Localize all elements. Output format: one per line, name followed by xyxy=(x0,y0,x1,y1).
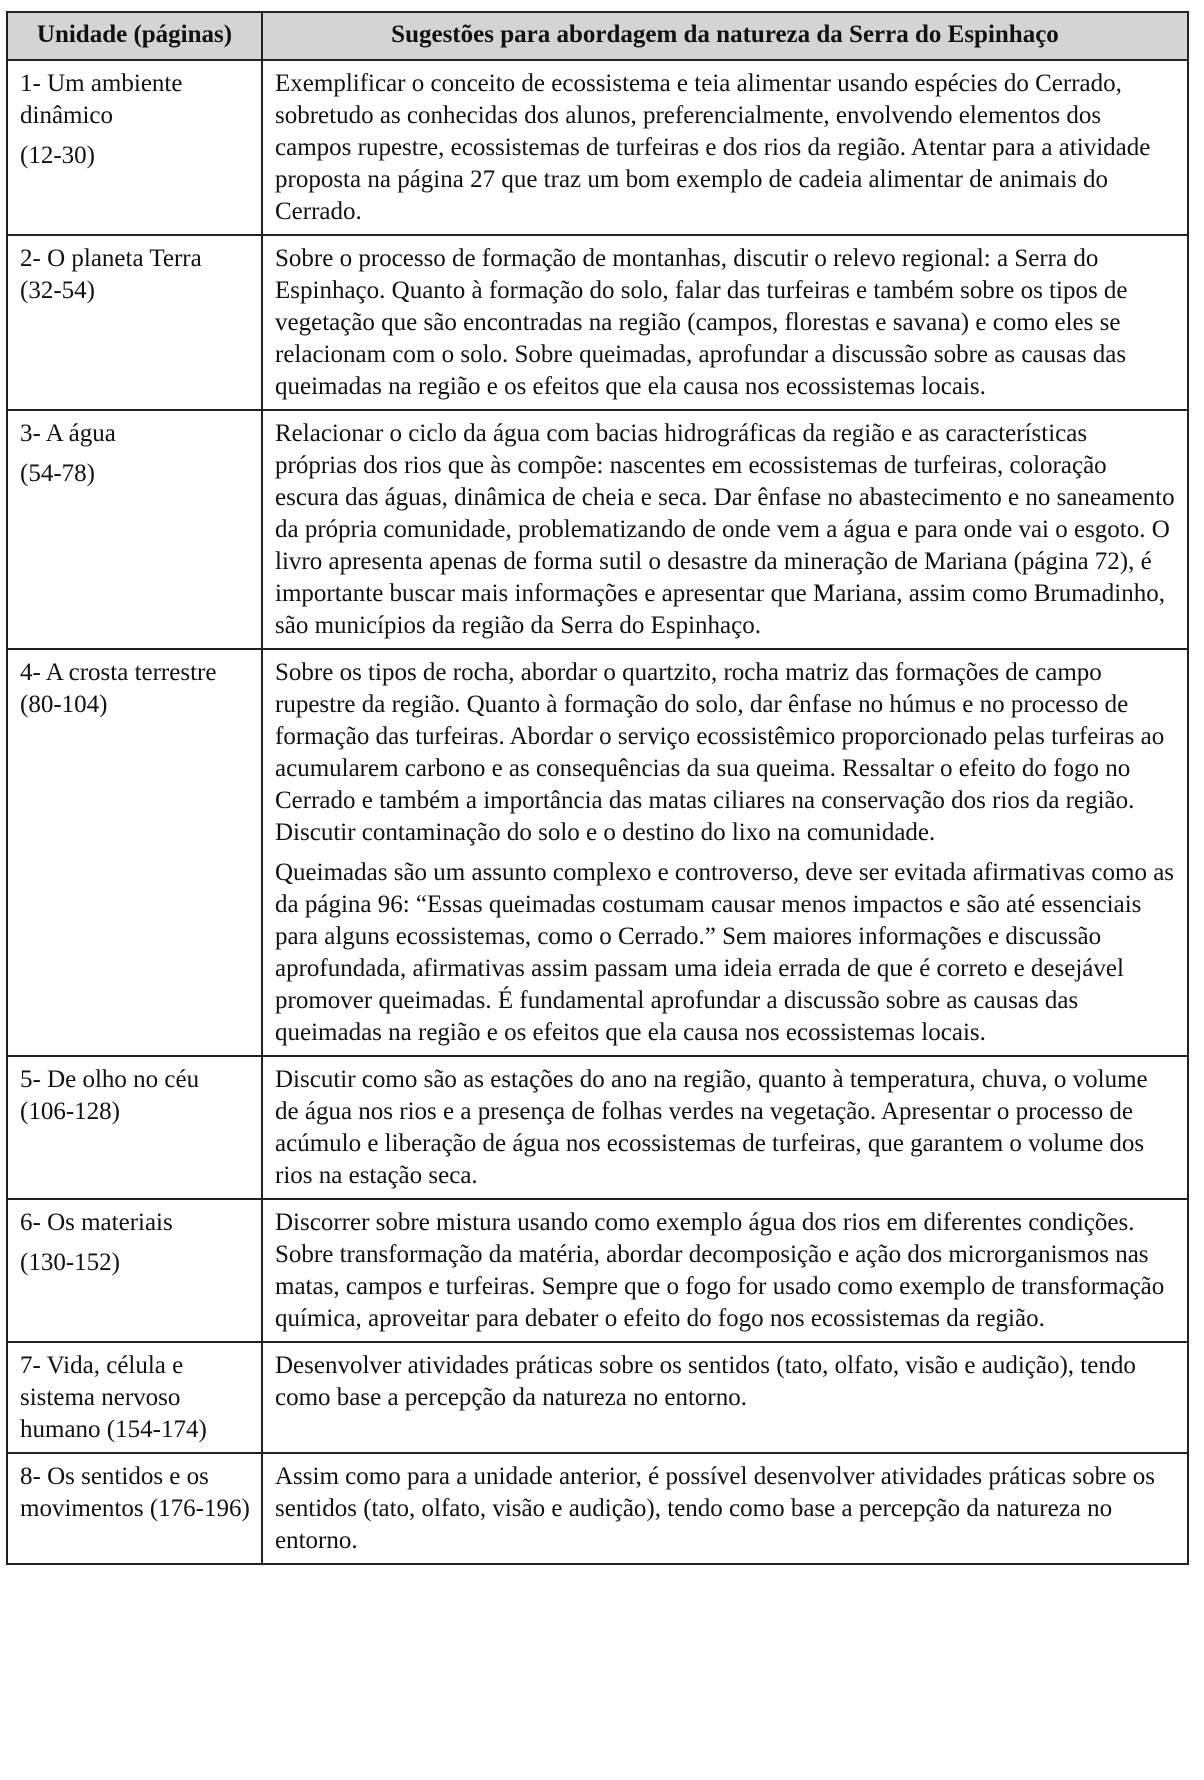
unit-cell xyxy=(7,1342,262,1453)
header-row xyxy=(7,12,1188,60)
unit-title: 3- A água xyxy=(20,420,116,447)
suggestion-cell xyxy=(262,1056,1188,1199)
suggestion-cell xyxy=(262,60,1188,235)
table-row xyxy=(7,1199,1188,1342)
table-row xyxy=(7,1453,1188,1564)
table-row xyxy=(7,410,1188,649)
unit-cell xyxy=(7,1056,262,1199)
suggestion-text: Exemplificar o conceito de ecossistema e teia alimentar usando espécies do Cerrado, sobretudo as conhecidas dos alunos, preferencialmente, envolvendo elementos dos campos rupestre, ecossistemas de turfeiras e dos rios da região. Atentar para a atividade proposta na página 27 que traz um bom exemplo de cadeia alimentar de animais do Cerrado. xyxy=(275,70,1151,225)
suggestion-cell xyxy=(262,1453,1188,1564)
unit-cell xyxy=(7,235,262,410)
unit-title: 5- De olho no céu xyxy=(20,1066,200,1093)
table-row xyxy=(7,1342,1188,1453)
header-unit: Unidade (páginas) xyxy=(7,12,262,60)
suggestion-text: Queimadas são um assunto complexo e controverso, deve ser evitada afirmativas como as da página 96: “Essas queimadas costumam causar menos impactos e são até essenciais para alguns ecossistemas, como o Cerrado.” Sem maiores informações e discussão aprofundada, afirmativas assim passam uma ideia errada de que é correto e desejável promover queimadas. É fundamental aprofundar a discussão sobre as causas das queimadas na região e os efeitos que ela causa nos ecossistemas locais. xyxy=(275,859,1175,1046)
table-row xyxy=(7,649,1188,1056)
unit-pages: (130-152) xyxy=(20,1249,120,1276)
suggestion-text: Desenvolver atividades práticas sobre os sentidos (tato, olfato, visão e audição), tendo como base a percepção da natureza no entorno. xyxy=(275,1352,1136,1411)
suggestion-text: Sobre o processo de formação de montanhas, discutir o relevo regional: a Serra do Espinhaço. Quanto à formação do solo, falar das turfeiras e também sobre os tipos de vegetação que são encontradas na região (campos, florestas e savana) e como eles se relacionam com o solo. Sobre queimadas, aprofundar a discussão sobre as causas das queimadas na região e os efeitos que ela causa nos ecossistemas locais. xyxy=(275,245,1128,400)
unit-title: 6- Os materiais xyxy=(20,1209,173,1236)
suggestion-cell xyxy=(262,1342,1188,1453)
units-table xyxy=(6,11,1189,1565)
unit-pages: (32-54) xyxy=(20,277,95,304)
unit-cell xyxy=(7,1199,262,1342)
table-row xyxy=(7,1056,1188,1199)
unit-pages: (54-78) xyxy=(20,460,95,487)
unit-cell xyxy=(7,1453,262,1564)
unit-title: 2- O planeta Terra xyxy=(20,245,202,272)
unit-cell xyxy=(7,60,262,235)
unit-title: 7- Vida, célula e sistema nervoso humano (154-174) xyxy=(20,1352,207,1443)
suggestion-cell xyxy=(262,410,1188,649)
header-suggestions: Sugestões para abordagem da natureza da Serra do Espinhaço xyxy=(262,12,1188,60)
document-page xyxy=(6,11,1187,1565)
suggestion-cell xyxy=(262,235,1188,410)
table-row xyxy=(7,235,1188,410)
suggestion-cell xyxy=(262,1199,1188,1342)
suggestion-text: Sobre os tipos de rocha, abordar o quartzito, rocha matriz das formações de campo rupestre da região. Quanto à formação do solo, dar ênfase no húmus e no processo de formação das turfeiras. Abordar o serviço ecossistêmico proporcionado pelas turfeiras ao acumularem carbono e as consequências da sua queima. Ressaltar o efeito do fogo no Cerrado e também a importância das matas ciliares na conservação dos rios da região. Discutir contaminação do solo e o destino do lixo na comunidade. xyxy=(275,659,1165,846)
unit-cell xyxy=(7,649,262,1056)
suggestion-text: Discorrer sobre mistura usando como exemplo água dos rios em diferentes condições. Sobre transformação da matéria, abordar decomposição e ação dos microrganismos nas matas, campos e turfeiras. Sempre que o fogo for usado como exemplo de transformação química, aproveitar para debater o efeito do fogo nos ecossistemas da região. xyxy=(275,1209,1165,1332)
suggestion-text: Assim como para a unidade anterior, é possível desenvolver atividades práticas sobre os sentidos (tato, olfato, visão e audição), tendo como base a percepção da natureza no entorno. xyxy=(275,1463,1155,1554)
unit-title: 8- Os sentidos e os movimentos (176-196) xyxy=(20,1463,250,1522)
table-row xyxy=(7,60,1188,235)
unit-cell xyxy=(7,410,262,649)
unit-pages: (80-104) xyxy=(20,691,108,718)
suggestion-text: Relacionar o ciclo da água com bacias hidrográficas da região e as características próprias dos rios que às compõe: nascentes em ecossistemas de turfeiras, coloração escura das águas, dinâmica de cheia e seca. Dar ênfase no abastecimento e no saneamento da própria comunidade, problematizando de onde vem a água e para onde vai o esgoto. O livro apresenta apenas de forma sutil o desastre da mineração de Mariana (página 72), é importante buscar mais informações e apresentar que Mariana, assim como Brumadinho, são municípios da região da Serra do Espinhaço. xyxy=(275,420,1175,639)
unit-title: 1- Um ambiente dinâmico xyxy=(20,70,183,129)
suggestion-text: Discutir como são as estações do ano na região, quanto à temperatura, chuva, o volume de água nos rios e a presença de folhas verdes na vegetação. Apresentar o processo de acúmulo e liberação de água nos ecossistemas de turfeiras, que garantem o volume dos rios na estação seca. xyxy=(275,1066,1148,1189)
suggestion-cell xyxy=(262,649,1188,1056)
unit-pages: (106-128) xyxy=(20,1098,120,1125)
unit-pages: (12-30) xyxy=(20,142,95,169)
unit-title: 4- A crosta terrestre xyxy=(20,659,217,686)
